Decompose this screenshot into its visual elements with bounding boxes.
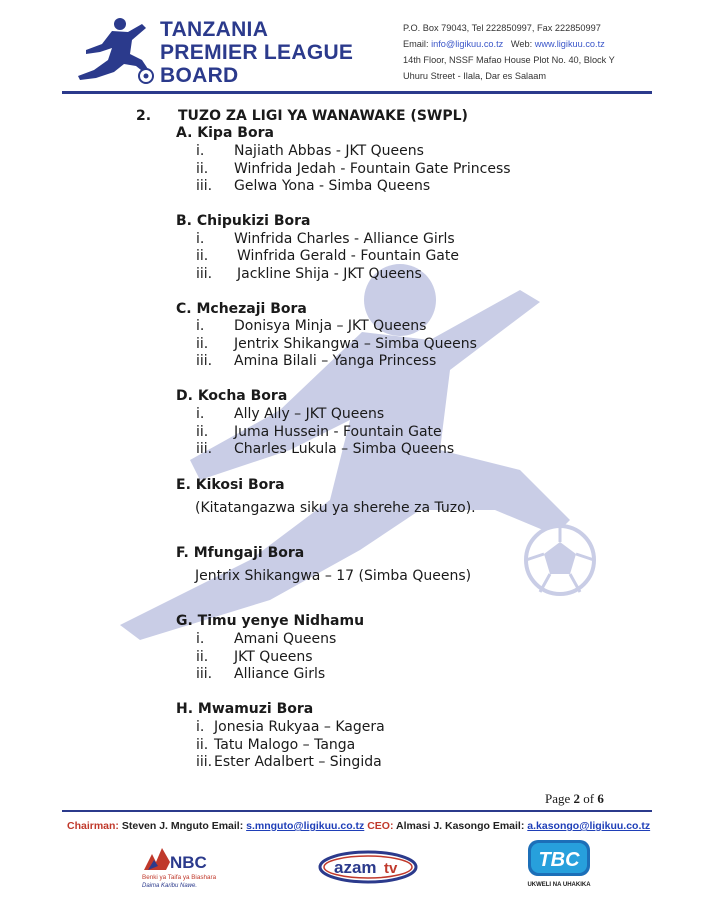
page-total: 6 xyxy=(597,791,604,806)
azam-tv-logo-icon xyxy=(318,848,418,886)
item-text: Amani Queens xyxy=(234,631,337,647)
web-link[interactable]: www.ligikuu.co.tz xyxy=(534,39,605,49)
chairman-email-link[interactable]: s.mnguto@ligikuu.co.tz xyxy=(246,820,365,832)
page-indicator xyxy=(545,791,604,807)
item-text: Alliance Girls xyxy=(234,666,326,682)
item-text: Ester Adalbert – Singida xyxy=(214,754,382,770)
ceo-name: Almasi J. Kasongo Email: xyxy=(393,820,528,832)
contact-floor: 14th Floor, NSSF Mafao House Plot No. 40, Block Y xyxy=(403,55,615,65)
item-number: ii. xyxy=(196,649,209,665)
item-number: iii. xyxy=(196,441,213,457)
item-text: Tatu Malogo – Tanga xyxy=(214,737,356,753)
section-number: 2. xyxy=(136,108,152,124)
item-number: i. xyxy=(196,631,205,647)
category-heading: E. Kikosi Bora xyxy=(176,477,285,493)
category-note: (Kitatangazwa siku ya sherehe za Tuzo). xyxy=(195,500,476,516)
header-divider xyxy=(62,91,652,94)
item-text: Winfrida Jedah - Fountain Gate Princess xyxy=(234,161,511,177)
nbc-tagline-1: Benki ya Taifa ya Biashara xyxy=(142,874,217,881)
item-text: Najiath Abbas - JKT Queens xyxy=(234,143,424,159)
org-name-line-1: TANZANIA xyxy=(160,18,269,41)
page-word: Page xyxy=(545,791,571,806)
tbc-text: TBC xyxy=(538,849,580,871)
item-text: Winfrida Gerald - Fountain Gate xyxy=(237,248,459,264)
category-heading: F. Mfungaji Bora xyxy=(176,545,305,561)
category-heading: D. Kocha Bora xyxy=(176,388,288,404)
item-number: iii. xyxy=(196,666,213,682)
league-logo-icon xyxy=(76,16,156,86)
chairman-name: Steven J. Mnguto Email: xyxy=(118,820,247,832)
nbc-text: NBC xyxy=(170,853,207,872)
item-number: i. xyxy=(196,231,205,247)
item-number: iii. xyxy=(196,178,213,194)
contact-address: P.O. Box 79043, Tel 222850997, Fax 222850997 xyxy=(403,23,601,33)
contact-block xyxy=(403,20,615,84)
item-number: i. xyxy=(196,143,205,159)
category-heading: A. Kipa Bora xyxy=(176,125,274,141)
azam-text: azam xyxy=(334,858,377,877)
chairman-label: Chairman: xyxy=(67,820,119,832)
organization-name xyxy=(160,18,353,87)
item-text: Jentrix Shikangwa – Simba Queens xyxy=(234,336,477,352)
section-title: TUZO ZA LIGI YA WANAWAKE (SWPL) xyxy=(178,108,468,124)
footer-contacts xyxy=(67,820,650,832)
category-heading: B. Chipukizi Bora xyxy=(176,213,311,229)
email-link[interactable]: info@ligikuu.co.tz xyxy=(431,39,504,49)
item-number: ii. xyxy=(196,161,209,177)
contact-email-web xyxy=(403,36,615,52)
item-number: ii. xyxy=(196,248,209,264)
item-number: iii. xyxy=(196,266,213,282)
item-number: ii. xyxy=(196,737,209,753)
email-label: Email: xyxy=(403,39,429,49)
azam-tv-text: tv xyxy=(384,860,398,877)
ceo-label: CEO: xyxy=(364,820,394,832)
tbc-tagline: UKWELI NA UHAKIKA xyxy=(527,882,591,888)
item-number: i. xyxy=(196,406,205,422)
ceo-email-link[interactable]: a.kasongo@ligikuu.co.tz xyxy=(527,820,651,832)
web-label: Web: xyxy=(510,39,533,49)
item-number: i. xyxy=(196,318,205,334)
item-number: iii. xyxy=(196,353,213,369)
item-number: ii. xyxy=(196,336,209,352)
item-text: Charles Lukula – Simba Queens xyxy=(234,441,455,457)
item-number: i. xyxy=(196,719,205,735)
page-current: 2 xyxy=(573,791,581,806)
tbc-logo-icon xyxy=(524,838,594,890)
item-number: iii. xyxy=(196,754,213,770)
category-heading: C. Mchezaji Bora xyxy=(176,301,307,317)
category-heading: G. Timu yenye Nidhamu xyxy=(176,613,365,629)
category-heading: H. Mwamuzi Bora xyxy=(176,701,314,717)
page-of: of xyxy=(583,791,595,806)
nbc-logo-icon xyxy=(140,840,230,890)
footer-divider xyxy=(62,810,652,812)
item-text: Winfrida Charles - Alliance Girls xyxy=(234,231,455,247)
org-name-line-3: BOARD xyxy=(160,64,239,87)
item-text: JKT Queens xyxy=(234,649,313,665)
item-text: Juma Hussein - Fountain Gate xyxy=(234,424,442,440)
nbc-tagline-2: Daima Karibu Nawe. xyxy=(142,883,198,889)
contact-street: Uhuru Street - Ilala, Dar es Salaam xyxy=(403,71,546,81)
item-text: Gelwa Yona - Simba Queens xyxy=(234,178,431,194)
item-text: Ally Ally – JKT Queens xyxy=(234,406,385,422)
item-text: Jonesia Rukyaa – Kagera xyxy=(214,719,385,735)
item-text: Amina Bilali – Yanga Princess xyxy=(234,353,437,369)
category-note: Jentrix Shikangwa – 17 (Simba Queens) xyxy=(195,568,472,584)
item-text: Donisya Minja – JKT Queens xyxy=(234,318,427,334)
item-text: Jackline Shija - JKT Queens xyxy=(237,266,422,282)
org-name-line-2: PREMIER LEAGUE xyxy=(160,41,354,64)
item-number: ii. xyxy=(196,424,209,440)
